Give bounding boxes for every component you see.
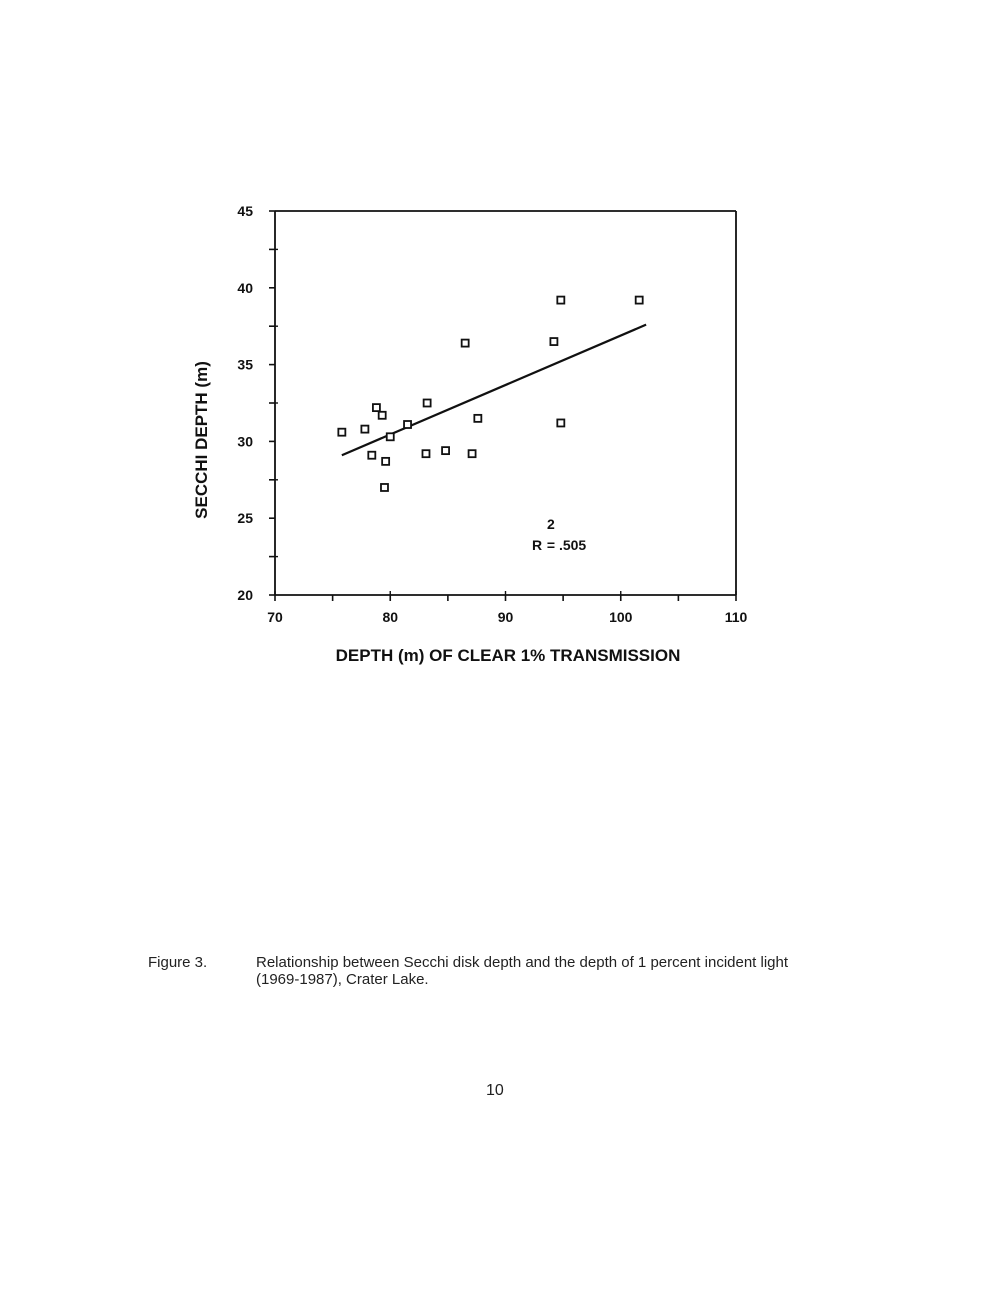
data-point	[368, 452, 375, 459]
y-axis-title: SECCHI DEPTH (m)	[192, 361, 211, 519]
data-point	[422, 450, 429, 457]
figure-caption: Relationship between Secchi disk depth and the depth of 1 percent incident light (1969-1987), Crater Lake.	[256, 954, 789, 988]
data-point	[474, 415, 481, 422]
data-point	[338, 429, 345, 436]
x-tick-label: 100	[609, 609, 633, 625]
r-squared-base: R	[532, 537, 543, 553]
data-point	[550, 338, 557, 345]
y-tick-label: 45	[237, 203, 253, 219]
data-point	[373, 404, 380, 411]
data-point	[361, 426, 368, 433]
data-point	[404, 421, 411, 428]
figure-label: Figure 3.	[148, 954, 208, 971]
x-axis-ticks	[267, 591, 747, 625]
y-tick-label: 40	[237, 279, 253, 296]
r-squared-annotation	[532, 516, 586, 553]
data-point	[557, 297, 564, 304]
data-point	[636, 297, 643, 304]
x-tick-label: 70	[267, 609, 283, 625]
data-point	[469, 450, 476, 457]
r-squared-value: = .505	[543, 537, 587, 553]
x-tick-label: 80	[382, 609, 399, 625]
data-point	[382, 458, 389, 465]
data-point	[557, 419, 564, 426]
y-tick-label: 20	[237, 587, 253, 603]
data-point	[462, 340, 469, 347]
y-axis-ticks	[237, 203, 278, 603]
data-point	[442, 447, 449, 454]
data-point	[424, 400, 431, 407]
y-tick-label: 25	[237, 510, 253, 527]
x-axis-title: DEPTH (m) OF CLEAR 1% TRANSMISSION	[335, 646, 681, 665]
y-tick-label: 30	[237, 433, 253, 450]
y-tick-label: 35	[237, 356, 253, 373]
scatter-points	[338, 297, 642, 491]
plot-frame-group	[275, 211, 736, 595]
data-point	[379, 412, 386, 419]
data-point	[387, 433, 394, 440]
data-point	[381, 484, 388, 491]
page-number: 10	[486, 1082, 504, 1099]
x-tick-label: 110	[724, 609, 748, 625]
x-tick-label: 90	[497, 609, 514, 625]
r-squared-superscript: 2	[547, 516, 555, 532]
